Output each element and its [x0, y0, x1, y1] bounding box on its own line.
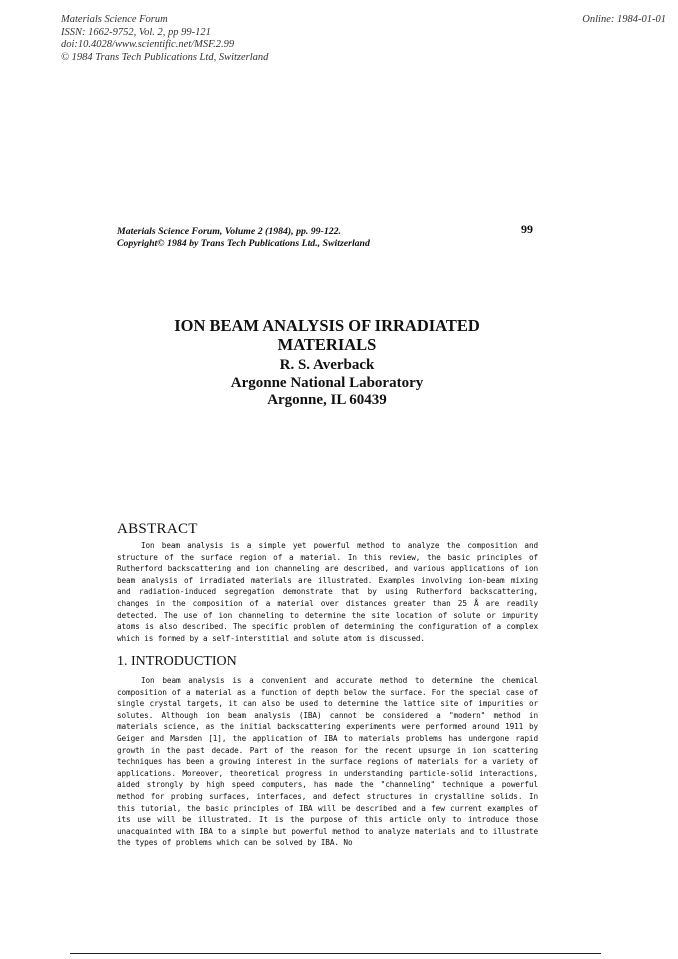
journal-copyright-line: Copyright© 1984 by Trans Tech Publications Ltd., Switzerland — [117, 238, 370, 249]
abstract-paragraph: Ion beam analysis is a simple yet powerful method to analyze the composition and structure of the surface region of a material. In this review, the basic principles of Rutherford backscattering and ion channeling are described, and various applications of ion beam analysis of irradiated materials are illustrated. Examples involving ion-beam mixing and radiation-induced segregation demonstrate that by using Rutherford backscattering, changes in the composition of a material over distances greater than 25 Å are readily detected. The use of ion channeling to determine the site location of solute or impurity atoms is also described. The specific problem of determining the configuration of a complex which is formed by a self-interstitial and solute atom is discussed. — [117, 541, 538, 643]
page-number: 99 — [521, 222, 533, 236]
author-location: Argonne, IL 60439 — [267, 392, 387, 408]
introduction-body — [117, 675, 538, 849]
doi-line: doi:10.4028/www.scientific.net/MSF.2.99 — [61, 39, 235, 50]
journal-citation-line: Materials Science Forum, Volume 2 (1984), pp. 99-122. — [117, 226, 341, 237]
publication-metadata — [61, 14, 268, 64]
copyright-line: © 1984 Trans Tech Publications Ltd, Switzerland — [61, 51, 269, 63]
paper-title — [117, 316, 537, 354]
paper-title-line-1: ION BEAM ANALYSIS OF IRRADIATED — [174, 316, 480, 335]
abstract-body — [117, 540, 538, 644]
introduction-heading: 1. INTRODUCTION — [117, 654, 237, 669]
journal-citation — [117, 226, 370, 250]
author-affiliation: Argonne National Laboratory — [230, 374, 424, 391]
page-footer-rule — [70, 953, 601, 954]
journal-name-line: Materials Science Forum — [61, 14, 168, 25]
online-date: Online: 1984-01-01 — [582, 14, 666, 25]
author-name: R. S. Averback — [279, 357, 375, 373]
issn-line: ISSN: 1662-9752, Vol. 2, pp 99-121 — [61, 26, 211, 38]
author-block — [117, 357, 537, 410]
introduction-paragraph: Ion beam analysis is a convenient and accurate method to determine the chemical composition of a material as a function of depth below the surface. For the special case of single crystal targets, it can also be used to determine the lattice site of impurities or solutes. Although ion beam analysis (IBA) cannot be considered a "modern" method in materials science, as the initial backscattering experiments were performed around 1911 by Geiger and Marsden [1], the application of IBA to materials problems has undergone rapid growth in the past decade. Part of the reason for the recent upsurge in ion scattering techniques has been a growing interest in the surface regions of materials for a variety of applications. Moreover, theoretical progress in understanding particle-solid interactions, aided strongly by high speed computers, has made the "channeling" technique a powerful method for probing surfaces, interfaces, and defect structures in crystalline solids. In this tutorial, the basic principles of IBA will be described and a few current examples of its use will be illustrated. It is the purpose of this article only to introduce those unacquainted with IBA to a simple but powerful method to analyze materials and to illustrate the types of problems which can be solved by IBA. No — [117, 676, 538, 848]
paper-title-line-2: MATERIALS — [277, 335, 377, 354]
abstract-heading: ABSTRACT — [117, 521, 198, 537]
